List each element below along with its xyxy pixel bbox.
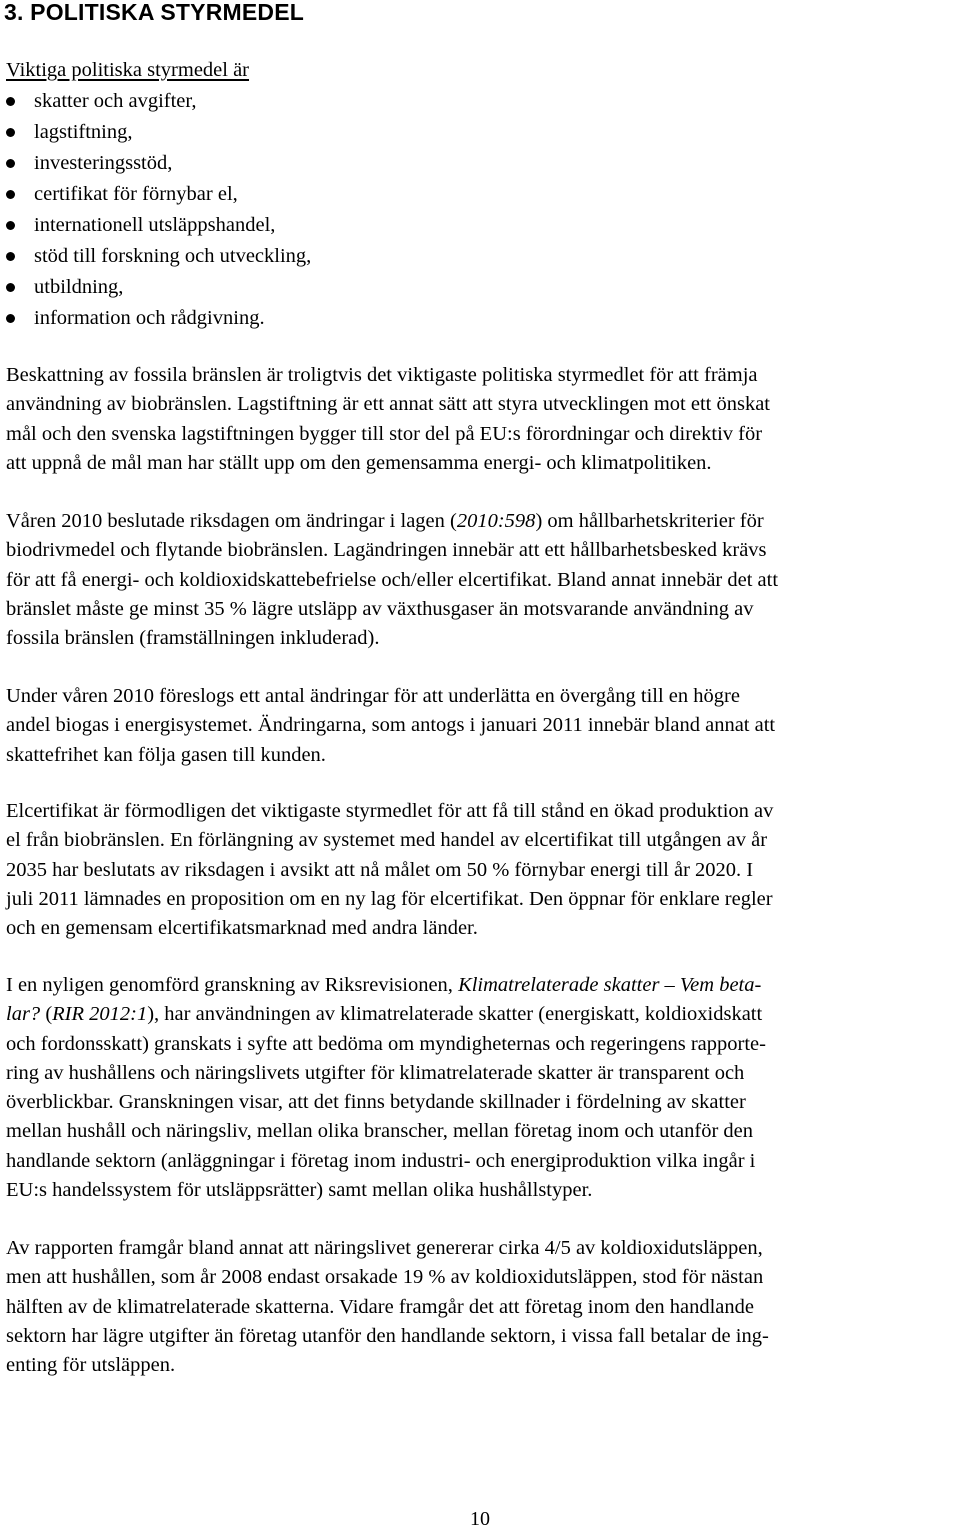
list-item: lagstiftning,: [0, 117, 940, 148]
paragraph-sustainability-criteria: Våren 2010 beslutade riksdagen om ändringar i lagen (2010:598) om hållbarhetskriterier för biodrivmedel och flytande biobränslen. Lagändringen innebär att ett hållbarhetsbesked krävs för att få energi- och koldioxidskattebefrielse och/eller elcertifikat. Bland annat innebär det att bränslet måste ge minst 35 % lägre utsläpp av växthusgaser än motsvarande användning av fossila bränslen (framställningen inkluderad).: [6, 510, 779, 650]
bullet-icon: [6, 159, 15, 168]
bullet-icon: [6, 314, 15, 323]
list-item: skatter och avgifter,: [0, 86, 940, 117]
bullet-icon: [6, 97, 15, 106]
list-item: certifikat för förnybar el,: [0, 179, 940, 210]
paragraph-elcertifikat: Elcertifikat är förmodligen det viktigaste styrmedlet för att få till stånd en ökad produktion av el från biobränslen. En förlängning av systemet med handel av elcertifikat till utgången av år 2035 har beslutats av riksdagen i avsikt att nå målet om 50 % förnybar energi till år 2020. I juli 2011 lämnades en proposition om en ny lag för elcertifikat. Den öppnar för enklare regler och en gemensam elcertifikatsmarknad med andra länder.: [6, 800, 774, 940]
paragraph-riksrevisionen: I en nyligen genomförd granskning av Riksrevisionen, Klimatrelaterade skatter – Vem beta- lar? (RIR 2012:1), har användningen av klimatrelaterade skatter (energiskatt, koldioxidskatt och fordonsskatt) granskats i syfte att bedöma om myndigheternas och regeringens rapporte- ring av hushållens och näringslivets utgifter för klimatrelaterade skatter är transparent och överblickbar. Granskningen visar, att det finns betydande skillnader i fördelning av skatter mellan hushåll och näringsliv, mellan olika branscher, mellan företag inom och utanför den handlande sektorn (anläggningar i företag inom industri- och energiproduktion vilka ingår i EU:s handelssystem för utsläppsrätter) samt mellan olika hushållstyper.: [6, 974, 766, 1202]
list-item: internationell utsläppshandel,: [0, 210, 940, 241]
report-reference: RIR 2012:1: [52, 1003, 148, 1026]
paragraph-taxation: Beskattning av fossila bränslen är troligtvis det viktigaste politiska styrmedlet för att främja användning av biobränslen. Lagstiftning är ett annat sätt att styra utvecklingen mot ett önskat mål och den svenska lagstiftningen bygger till stor del på EU:s förordningar och direktiv för att uppnå de mål man har ställt upp om den gemensamma energi- och klimatpolitiken.: [6, 364, 770, 474]
list-item: information och rådgivning.: [0, 303, 940, 334]
list-item: utbildning,: [0, 272, 940, 303]
list-item: stöd till forskning och utveckling,: [0, 241, 940, 272]
law-reference: 2010:598: [456, 510, 536, 532]
paragraph-report-findings: Av rapporten framgår bland annat att näringslivet genererar cirka 4/5 av koldioxidutsläppen, men att hushållen, som år 2008 endast orsakade 19 % av koldioxidutsläppen, stod för nästan hälften av de klimatrelaterade skatterna. Vidare framgår det att företag inom den handlande sektorn har lägre utgifter än företag utanför den handlande sektorn, i vissa fall betalar de ing- enting för utsläppen.: [6, 1237, 769, 1377]
paragraph-biogas: Under våren 2010 föreslogs ett antal ändringar för att underlätta en övergång till en högre andel biogas i energisystemet. Ändringarna, som antogs i januari 2011 innebär bland annat att skattefrihet kan följa gasen till kunden.: [6, 685, 776, 766]
bullet-icon: [6, 221, 15, 230]
report-title: Klimatrelaterade skatter – Vem beta-: [458, 974, 762, 996]
bullet-icon: [6, 128, 15, 137]
list-item: investeringsstöd,: [0, 148, 940, 179]
bullet-icon: [6, 190, 15, 199]
policy-instrument-list: [0, 86, 940, 334]
bullet-icon: [6, 283, 15, 292]
intro-line: Viktiga politiska styrmedel är: [6, 59, 250, 81]
section-heading: 3. POLITISKA STYRMEDEL: [4, 0, 305, 25]
page-number: 10: [470, 1508, 490, 1530]
bullet-icon: [6, 252, 15, 261]
